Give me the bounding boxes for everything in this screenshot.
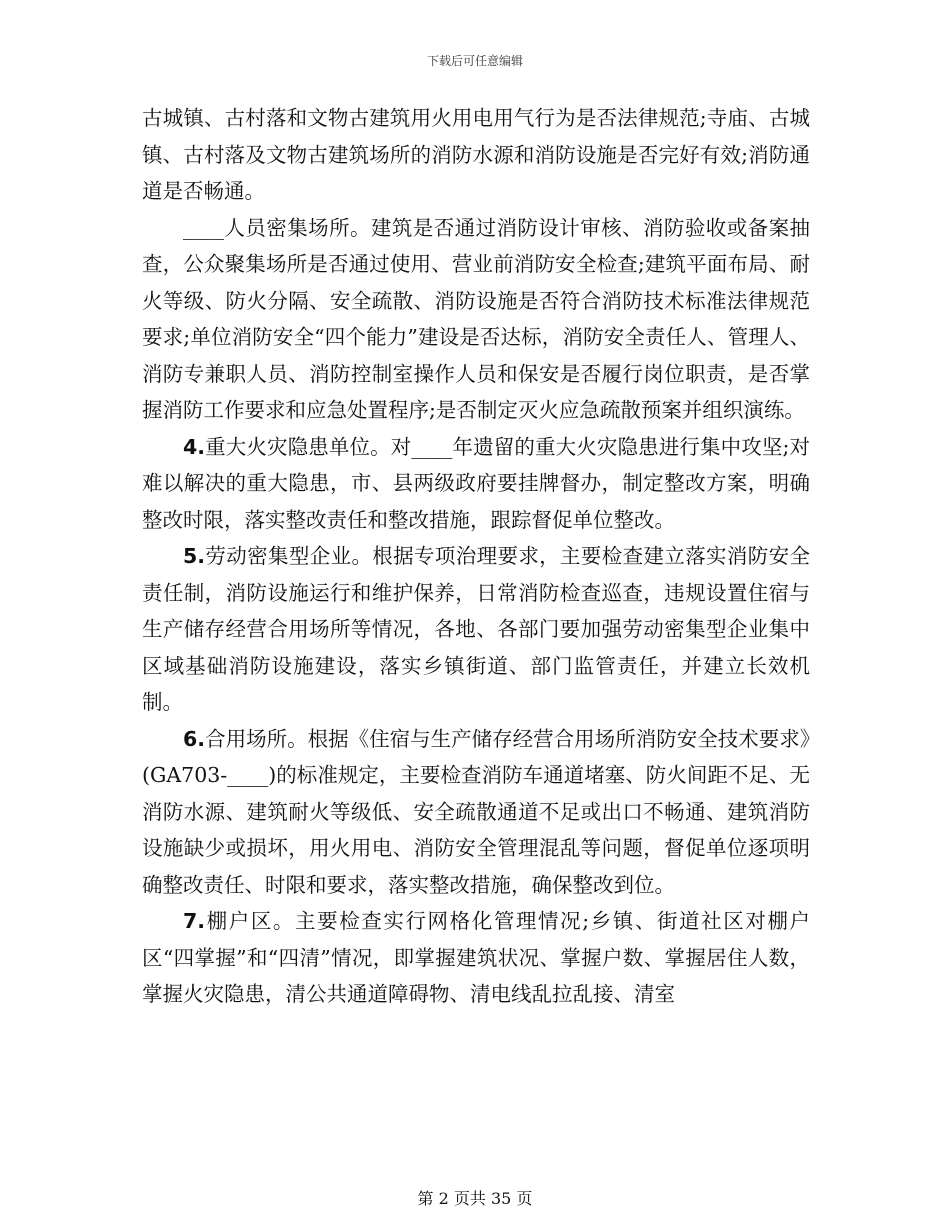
paragraph-text: 古城镇、古村落和文物古建筑用火用电用气行为是否法律规范;寺庙、古城镇、古村落及文物古建筑场所的消防水源和消防设施是否完好有效;消防通道是否畅通。 [142, 106, 810, 203]
item-number: 6. [183, 726, 206, 751]
paragraph-text: 重大火灾隐患单位。对____年遗留的重大火灾隐患进行集中攻坚;对难以解决的重大隐患，市、县两级政府要挂牌督办，制定整改方案，明确整改时限，落实整改责任和整改措施，跟踪督促单位整改。 [142, 434, 810, 532]
document-body [142, 100, 810, 1013]
paragraph-item-4 [142, 429, 810, 539]
paragraph-1 [142, 100, 810, 210]
paragraph-text: ____人员密集场所。建筑是否通过消防设计审核、消防验收或备案抽查，公众聚集场所是否通过使用、营业前消防安全检查;建筑平面布局、耐火等级、防火分隔、安全疏散、消防设施是否符合消防技术标准法律规范要求;单位消防安全“四个能力”建设是否达标，消防安全责任人、管理人、消防专兼职人员、消防控制室操作人员和保安是否履行岗位职责，是否掌握消防工作要求和应急处置程序;是否制定灭火应急疏散预案并组织演练。 [142, 215, 810, 422]
paragraph-2 [142, 210, 810, 429]
paragraph-text: 棚户区。主要检查实行网格化管理情况;乡镇、街道社区对棚户区“四掌握”和“四清”情况，即掌握建筑状况、掌握户数、掌握居住人数，掌握火灾隐患，清公共通道障碍物、清电线乱拉乱接、清室 [142, 909, 810, 1006]
page-header: 下载后可任意编辑 [426, 54, 523, 68]
paragraph-text: 劳动密集型企业。根据专项治理要求，主要检查建立落实消防安全责任制，消防设施运行和维护保养，日常消防检查巡查，违规设置住宿与生产储存经营合用场所等情况，各地、各部门要加强劳动密集型企业集中区域基础消防设施建设，落实乡镇街道、部门监管责任，并建立长效机制。 [142, 544, 810, 714]
item-number: 5. [183, 544, 206, 568]
item-number: 4. [183, 434, 206, 459]
paragraph-text: 合用场所。根据《住宿与生产储存经营合用场所消防安全技术要求》(GA703-____)的标准规定，主要检查消防车通道堵塞、防火间距不足、无消防水源、建筑耐火等级低、安全疏散通道不足或出口不畅通、建筑消防设施缺少或损坏，用火用电、消防安全管理混乱等问题，督促单位逐项明确整改责任、时限和要求，落实整改措施，确保整改到位。 [142, 726, 810, 897]
paragraph-item-7 [142, 903, 810, 1013]
paragraph-item-6 [142, 721, 810, 904]
paragraph-item-5 [142, 538, 810, 721]
item-number: 7. [183, 909, 206, 933]
page-footer: 第 2 页共 35 页 [417, 1189, 533, 1208]
